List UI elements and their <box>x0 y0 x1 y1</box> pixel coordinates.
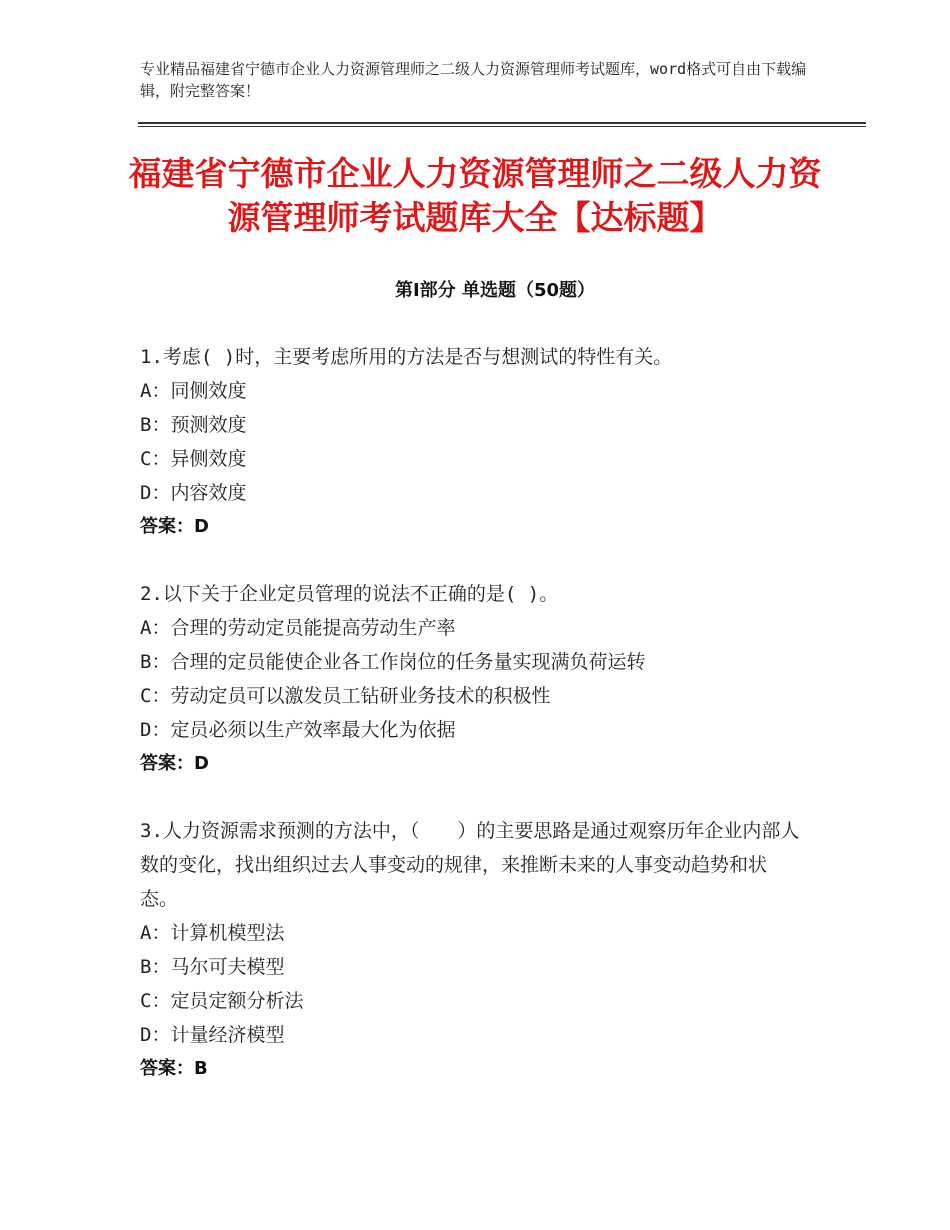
question-stem: 3.人力资源需求预测的方法中，（ ）的主要思路是通过观察历年企业内部人数的变化，找出组织过去人事变动的规律，来推断未来的人事变动趋势和状态。 <box>140 820 800 910</box>
option-a: A：合理的劳动定员能提高劳动生产率 <box>140 617 456 639</box>
header-divider-thick <box>138 122 866 124</box>
option-b: B：马尔可夫模型 <box>140 956 285 978</box>
option-d: D：定员必须以生产效率最大化为依据 <box>140 719 456 741</box>
option-d: D：内容效度 <box>140 482 247 504</box>
question-stem: 1.考虑( )时，主要考虑所用的方法是否与想测试的特性有关。 <box>140 346 673 368</box>
section-title: 第Ⅰ部分 单选题（50题） <box>394 280 595 301</box>
question-stem: 2.以下关于企业定员管理的说法不正确的是( )。 <box>140 583 559 605</box>
option-d: D：计量经济模型 <box>140 1024 285 1046</box>
option-c: C：定员定额分析法 <box>140 990 304 1012</box>
option-b: B：预测效度 <box>140 414 247 436</box>
answer: 答案：D <box>140 753 209 774</box>
option-c: C：异侧效度 <box>140 448 247 470</box>
header-note: 专业精品福建省宁德市企业人力资源管理师之二级人力资源管理师考试题库，word格式可自由下载编辑，附完整答案！ <box>140 60 807 100</box>
option-a: A：计算机模型法 <box>140 922 285 944</box>
question-list <box>140 340 800 1119</box>
answer: 答案：D <box>140 516 209 537</box>
document-title: 福建省宁德市企业人力资源管理师之二级人力资源管理师考试题库大全【达标题】 <box>128 154 822 237</box>
option-a: A：同侧效度 <box>140 380 247 402</box>
option-c: C：劳动定员可以激发员工钻研业务技术的积极性 <box>140 685 551 707</box>
header-divider-thin <box>138 126 866 127</box>
answer: 答案：B <box>140 1058 208 1079</box>
option-b: B：合理的定员能使企业各工作岗位的任务量实现满负荷运转 <box>140 651 646 673</box>
question-3 <box>140 814 800 1086</box>
question-1 <box>140 340 800 544</box>
question-2 <box>140 577 800 781</box>
